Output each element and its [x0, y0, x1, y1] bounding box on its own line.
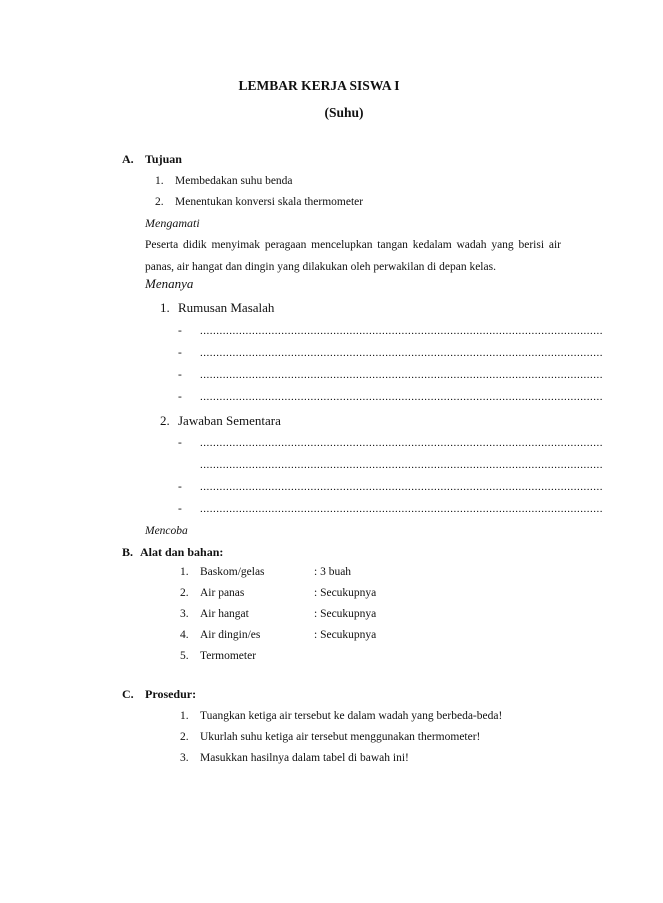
section-a-heading: Tujuan [145, 152, 182, 166]
rumusan-answer-line-1[interactable]: ............................................................................................................................ [200, 325, 603, 337]
alat-item-2-name: Air panas [200, 587, 245, 599]
prosedur-item-1: Tuangkan ketiga air tersebut ke dalam wadah yang berbeda-beda! [200, 710, 503, 722]
jawaban-answer-line-1b[interactable]: ............................................................................................................................ [200, 459, 603, 471]
alat-item-5-name: Termometer [200, 650, 257, 662]
menanya-heading: Menanya [145, 276, 194, 291]
jawaban-answer-line-1[interactable]: ............................................................................................................................ [200, 437, 603, 449]
alat-item-2-qty: : Secukupnya [314, 587, 377, 599]
tujuan-item-1: Membedakan suhu benda [175, 175, 293, 187]
alat-item-1-qty: : 3 buah [314, 566, 352, 578]
alat-item-2-num: 2. [180, 587, 189, 599]
prosedur-item-2-num: 2. [180, 731, 189, 743]
rumusan-answer-line-3[interactable]: ............................................................................................................................ [200, 369, 603, 381]
jawaban-bullet-2: - [178, 481, 182, 493]
alat-item-1-num: 1. [180, 566, 189, 578]
jawaban-num: 2. [160, 413, 170, 428]
alat-item-3-name: Air hangat [200, 608, 249, 620]
rumusan-bullet-2: - [178, 347, 182, 359]
section-c-heading: Prosedur: [145, 687, 197, 701]
rumusan-answer-line-4[interactable]: ............................................................................................................................ [200, 391, 603, 403]
alat-item-4-qty: : Secukupnya [314, 629, 377, 641]
alat-item-1-name: Baskom/gelas [200, 566, 265, 578]
section-a-label: A. [122, 152, 134, 166]
prosedur-item-3: Masukkan hasilnya dalam tabel di bawah ini! [200, 752, 409, 764]
mengamati-paragraph: Peserta didik menyimak peragaan mencelupkan tangan kedalam wadah yang berisi air panas, air hangat dan dingin yang dilakukan oleh perwakilan di depan kelas. [145, 239, 561, 273]
alat-item-4-num: 4. [180, 629, 189, 641]
alat-item-4-name: Air dingin/es [200, 629, 261, 641]
section-c-label: C. [122, 687, 134, 701]
prosedur-item-3-num: 3. [180, 752, 189, 764]
rumusan-masalah-label: Rumusan Masalah [178, 300, 275, 315]
tujuan-item-2-num: 2. [155, 196, 164, 208]
tujuan-item-1-num: 1. [155, 175, 164, 187]
page-title: LEMBAR KERJA SISWA I [238, 78, 400, 93]
mencoba-heading: Mencoba [145, 525, 188, 537]
alat-item-5-num: 5. [180, 650, 189, 662]
rumusan-answer-line-2[interactable]: ............................................................................................................................ [200, 347, 603, 359]
jawaban-sementara-label: Jawaban Sementara [178, 413, 281, 428]
section-b-heading: Alat dan bahan: [140, 545, 224, 559]
rumusan-bullet-1: - [178, 325, 182, 337]
prosedur-item-1-num: 1. [180, 710, 189, 722]
jawaban-bullet-3: - [178, 503, 182, 515]
jawaban-bullet-1: - [178, 437, 182, 449]
jawaban-answer-line-2[interactable]: ............................................................................................................................ [200, 481, 603, 493]
rumusan-bullet-4: - [178, 391, 182, 403]
mengamati-heading: Mengamati [145, 216, 200, 230]
jawaban-answer-line-3[interactable]: ............................................................................................................................ [200, 503, 603, 515]
section-b-label: B. [122, 545, 134, 559]
alat-item-3-num: 3. [180, 608, 189, 620]
prosedur-item-2: Ukurlah suhu ketiga air tersebut menggunakan thermometer! [200, 731, 481, 743]
rumusan-bullet-3: - [178, 369, 182, 381]
page-subtitle: (Suhu) [324, 105, 364, 120]
rumusan-num: 1. [160, 300, 170, 315]
tujuan-item-2: Menentukan konversi skala thermometer [175, 196, 364, 208]
alat-item-3-qty: : Secukupnya [314, 608, 377, 620]
